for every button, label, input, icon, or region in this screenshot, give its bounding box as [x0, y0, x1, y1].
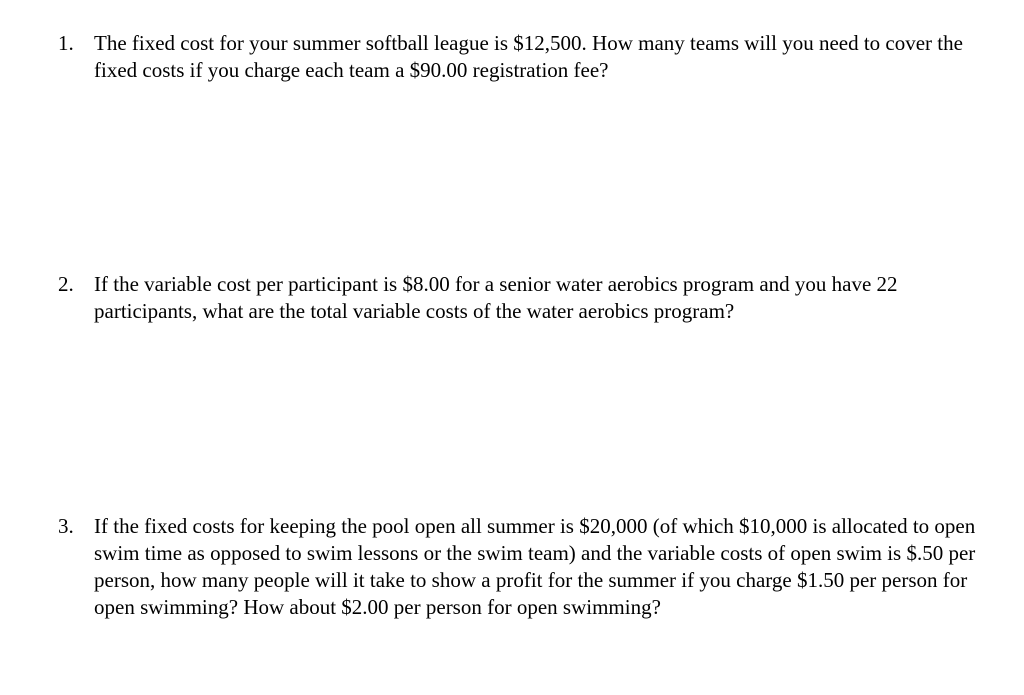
question-3-text: If the fixed costs for keeping the pool open all summer is $20,000 (of which $10,000 is allocated to open swim time as opposed to swim lessons or the swim team) and the variable costs of open swim is $.50 per person, how many people will it take to show a profit for the summer if you charge $1.50 per person for open swimming? How about $2.00 per person for open swimming? — [94, 514, 976, 619]
question-1 — [58, 30, 988, 84]
question-1-number: 1. — [58, 31, 74, 55]
question-2 — [58, 271, 988, 325]
question-2-number: 2. — [58, 272, 74, 296]
question-3 — [58, 513, 988, 621]
question-2-text: If the variable cost per participant is $8.00 for a senior water aerobics program and you have 22 participants, what are the total variable costs of the water aerobics program? — [94, 272, 898, 323]
question-1-text: The fixed cost for your summer softball league is $12,500. How many teams will you need to cover the fixed costs if you charge each team a $90.00 registration fee? — [94, 31, 963, 82]
question-3-number: 3. — [58, 514, 74, 538]
